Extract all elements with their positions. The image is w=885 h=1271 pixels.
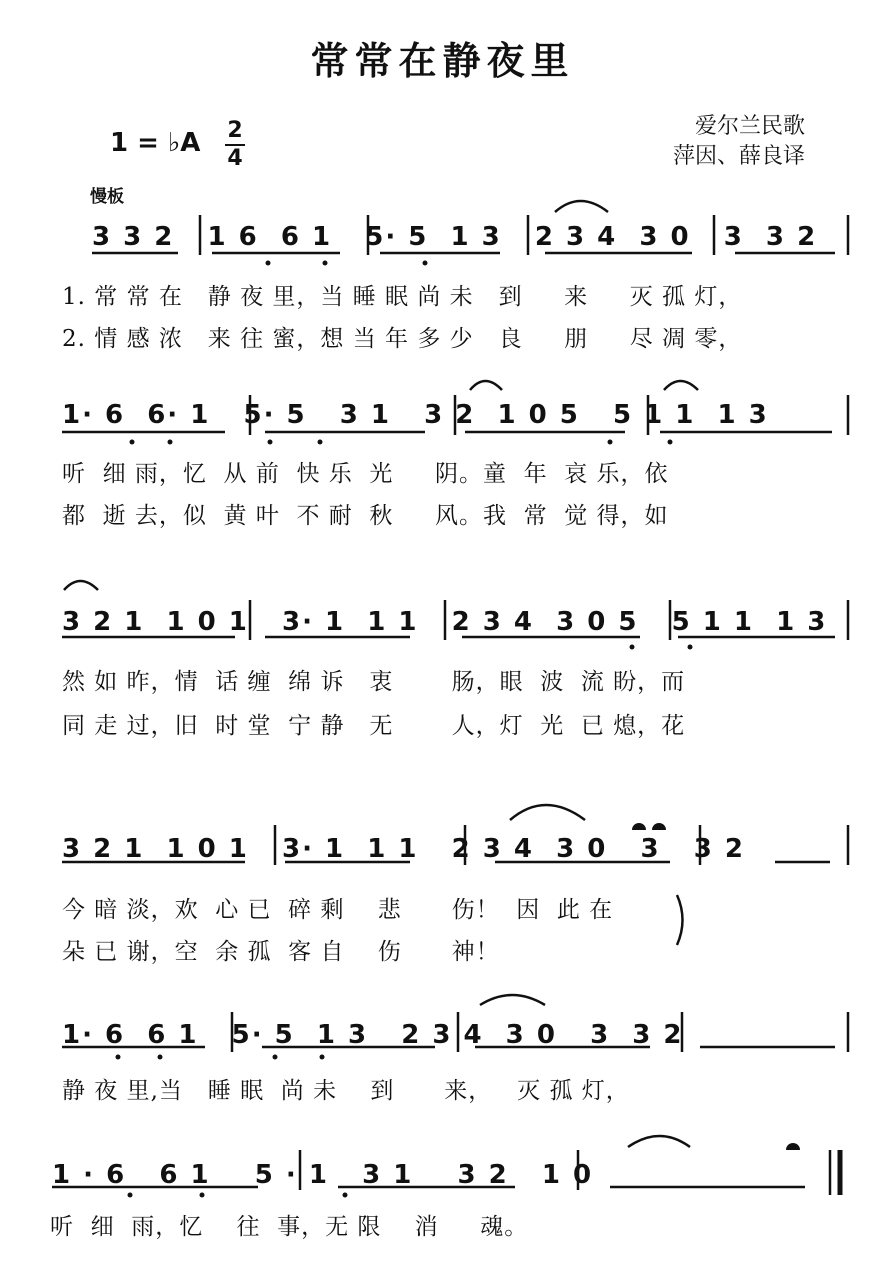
key-signature: 1 = ♭A [110,128,201,158]
octave-dot [268,440,273,445]
octave-dot [273,1055,278,1060]
octave-dot [320,1055,325,1060]
lyric-row-4-verse-1: 今 暗 淡，欢 心 已 碎 剩 悲 伤！ 因 此 在 [62,897,614,923]
origin-credit: 爱尔兰民歌 [694,114,805,139]
octave-dot [668,440,673,445]
lyric-row-2-verse-2: 都 逝 去，似 黄 叶 不 耐 秋 风。我 常 觉 得，如 [62,503,669,529]
fermata [632,823,646,830]
slur [480,995,545,1005]
octave-dot [608,440,613,445]
slur [64,581,98,590]
octave-dot [158,1055,163,1060]
translator-credit: 萍因、薛良译 [672,144,805,169]
octave-dot [130,440,135,445]
lyric-row-1-verse-2: 2. 情 感 浓 来 往 蜜，想 当 年 多 少 良 朋 尽 凋 零， [62,326,743,352]
octave-dot [423,261,428,266]
notation-row-6: 1 · 6 6 1 5 · 1 3 1 3 2 1 0 [52,1160,594,1190]
notation-row-5: 1· 6 6 1 5· 5 1 3 2 3 4 3 0 3 3 2 [62,1020,684,1050]
notation-row-1: 3 3 2 1 6 6 1 5· 5 1 3 2 3 4 3 0 3 3 2 [92,222,818,252]
octave-dot [688,645,693,650]
octave-dot [116,1055,121,1060]
notation-row-4: 3 2 1 1 0 1 3· 1 1 1 2 3 4 3 0 3 3 2 [62,834,745,864]
time-signature-top: 2 [227,118,243,143]
octave-dot [318,440,323,445]
lyric-row-4-verse-2: 朵 已 谢，空 余 孤 客 自 伤 神！ [62,939,500,965]
lyric-row-5: 静 夜 里,当 睡 眠 尚 未 到 来， 灭 孤 灯， [62,1078,630,1104]
slur [470,381,502,390]
slur [628,1136,690,1147]
lyric-row-2-verse-1: 听 细 雨，忆 从 前 快 乐 光 阴。童 年 哀 乐，依 [62,461,669,487]
octave-dot [343,1193,348,1198]
lyric-row-3-verse-1: 然 如 昨，情 话 缠 绵 诉 衷 肠，眼 波 流 盼，而 [62,669,686,695]
page-title: 常常在静夜里 [310,38,575,83]
octave-dot [266,261,271,266]
octave-dot [168,440,173,445]
time-signature-bottom: 4 [227,146,243,171]
slur [510,805,585,820]
slur [555,201,608,212]
octave-dot [630,645,635,650]
lyric-row-3-verse-2: 同 走 过，旧 时 堂 宁 静 无 人，灯 光 已 熄，花 [62,713,686,739]
octave-dot [200,1193,205,1198]
fermata [786,1143,800,1150]
lyric-row-6: 听 细 雨，忆 往 事，无 限 消 魂。 [50,1214,529,1240]
octave-dot [128,1193,133,1198]
verse-bracket [677,895,683,945]
notation-row-2: 1· 6 6· 1 5· 5 3 1 3 2 1 0 5 5 1 1 1 3 [62,400,769,430]
tempo-marking: 慢板 [90,187,124,207]
octave-dot [323,261,328,266]
lyric-row-1-verse-1: 1. 常 常 在 静 夜 里，当 睡 眠 尚 未 到 来 灭 孤 灯， [62,284,743,310]
slur [664,381,698,390]
fermata [652,823,666,830]
notation-row-3: 3 2 1 1 0 1 3· 1 1 1 2 3 4 3 0 5 5 1 1 1 3 [62,607,828,637]
